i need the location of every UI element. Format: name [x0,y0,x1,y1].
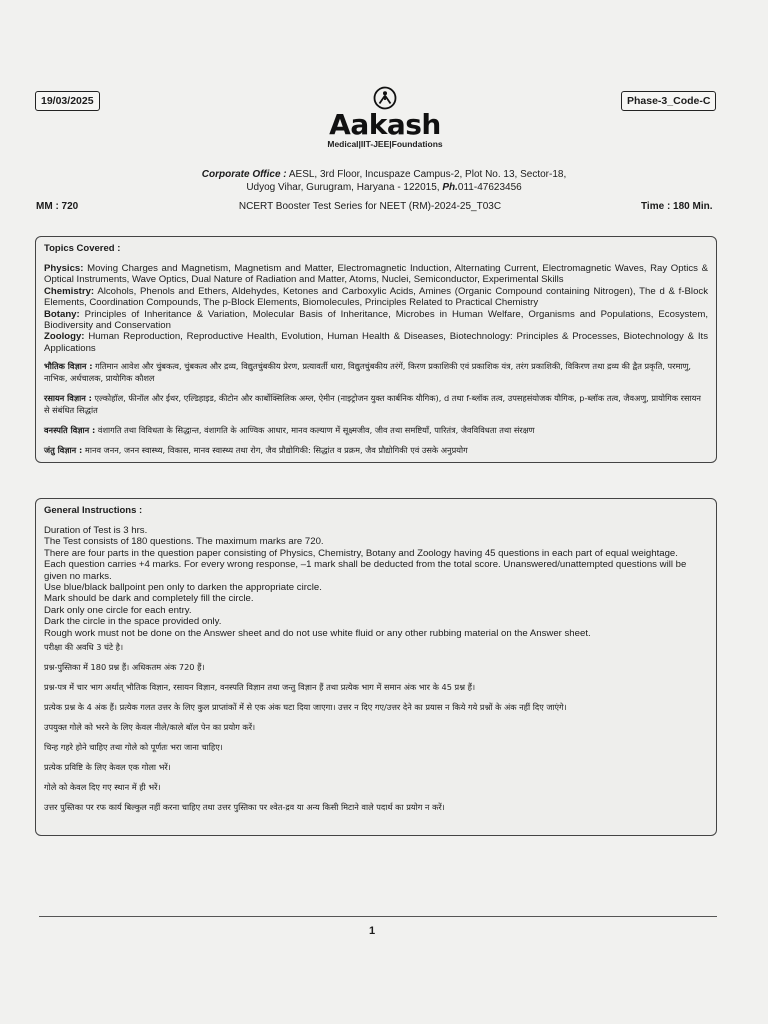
hindi-physics-topics: गतिमान आवेश और चुंबकत्व, चुंबकत्व और द्रव्य, विद्युतचुंबकीय प्रेरण, प्रत्यावर्ती धारा, विद्युतचुंबकीय तरंगें, किरण प्रकाशिकी एवं प्रकाशिक यंत्र, तरंग प्रकाशिकी, विकिरण तथा द्रव्य की द्वैत प्रकृति, परमाणु, नाभिक, अर्धचालक, प्रायोगिक कौशल [44,361,691,384]
hindi-instruction-line: चिन्ह गहरे होने चाहिए तथा गोले को पूर्णतः भरा जाना चाहिए। [44,742,223,753]
hindi-instruction-line: प्रश्न-पुस्तिका में 180 प्रश्न हैं। अधिकतम अंक 720 हैं। [44,662,205,673]
general-instructions-box [35,498,717,836]
aakash-emblem-icon [373,86,397,110]
hindi-zoology-topics: मानव जनन, जनन स्वास्थ्य, विकास, मानव स्वास्थ्य तथा रोग, जैव प्रौद्योगिकी: सिद्धांत व प्रक्रम, जैव प्रौद्योगिकी एवं उसके अनुप्रयोग [84,445,468,456]
instruction-line: Use blue/black ballpoint pen only to darken the appropriate circle. [44,582,322,594]
phone-label: Ph. [442,182,458,193]
hindi-instruction-line: उत्तर पुस्तिका पर रफ कार्य बिल्कुल नहीं करना चाहिए तथा उत्तर पुस्तिका पर श्वेत-द्रव या अन्य किसी मिटाने वाले पदार्थ का प्रयोग न करें। [44,802,445,813]
phone-number: 011-47623456 [457,182,522,193]
instruction-line: There are four parts in the question paper consisting of Physics, Chemistry, Botany and Zoology having 45 questions in each part of equal weightage. [44,547,678,559]
hindi-botany-topics: वंशागति तथा विविधता के सिद्धान्त, वंशागति के आण्विक आधार, मानव कल्याण में सूक्ष्मजीव, जीव तथा समष्टियाँ, पारितंत्र, जैवविविधता तथा संरक्षण [97,425,535,436]
hindi-zoology-label: जंतु विज्ञान : [44,445,83,456]
hindi-instruction-line: गोले को केवल दिए गए स्थान में ही भरें। [44,782,161,793]
topics-physics [44,263,708,286]
corporate-address-line2: Udyog Vihar, Gurugram, Haryana - 122015, [246,182,440,193]
topics-hindi-chemistry [44,392,708,416]
instructions-title: General Instructions : [44,505,143,516]
botany-topics: Principles of Inheritance & Variation, Molecular Basis of Inheritance, Microbes in Human Welfare, Organisms and Populations, Ecosystem, Biodiversity and Conservation [44,308,708,332]
footer-divider [39,916,717,917]
instruction-line: The Test consists of 180 questions. The maximum marks are 720. [44,536,324,548]
physics-label: Physics: [44,263,84,274]
instruction-line: Rough work must not be done on the Answer sheet and do not use white fluid or any other rubbing material on the Answer sheet. [44,627,591,639]
hindi-instruction-line: परीक्षा की अवधि 3 घंटे है। [44,642,124,653]
hindi-botany-label: वनस्पति विज्ञान : [44,425,96,436]
botany-label: Botany: [44,308,80,320]
max-marks: MM : 720 [36,201,79,212]
corporate-office-label: Corporate Office : [201,169,287,180]
test-duration: Time : 180 Min. [641,201,713,212]
paper-code-label: Phase-3_Code-C [621,91,716,111]
brand-tagline: Medical|IIT-JEE|Foundations [327,139,443,149]
corporate-office-address [110,168,658,194]
chemistry-label: Chemistry: [44,285,95,297]
zoology-topics: Human Reproduction, Reproductive Health, Evolution, Human Health & Diseases, Biotechnology: Principles & Processes, Biotechnology & Its Applications [44,331,708,354]
hindi-instruction-line: प्रत्येक प्रविष्टि के लिए केवल एक गोला भरें। [44,762,171,773]
hindi-chemistry-label: रसायन विज्ञान : [44,393,92,404]
instruction-line: Dark the circle in the space provided only. [44,616,222,628]
hindi-instruction-line: प्रश्न-पत्र में चार भाग अर्थात् भौतिक विज्ञान, रसायन विज्ञान, वनस्पति विज्ञान तथा जन्तु विज्ञान हैं तथा प्रत्येक भाग में समान अंक भार के 45 प्रश्न हैं। [44,682,476,693]
page-number: 1 [369,925,376,937]
instruction-line: Dark only one circle for each entry. [44,604,192,616]
topics-botany [44,309,708,332]
topics-hindi-botany [44,424,708,436]
brand-name: Aakash [329,108,441,141]
chemistry-topics: Alcohols, Phenols and Ethers, Aldehydes, Ketones and Carboxylic Acids, Amines (Organic Compound containing Nitrogen), The d & f-Block Elements, Coordination Compounds, The p-Block Elements, Biomolecules, Principles Related to Practical Chemistry [44,285,708,309]
instruction-line: Each question carries +4 marks. For every wrong response, –1 mark shall be deducted from the total score. Unanswered/unattempted questions will be given no marks. [44,559,687,582]
topics-chemistry [44,286,708,309]
instruction-line: Duration of Test is 3 hrs. [44,525,148,536]
date-label: 19/03/2025 [35,91,100,111]
topics-covered-box [35,236,717,463]
topics-hindi-physics [44,360,708,384]
physics-topics: Moving Charges and Magnetism, Magnetism and Matter, Electromagnetic Induction, Alternating Current, Electromagnetic Waves, Ray Optics & Optical Instruments, Wave Optics, Dual Nature of Radiation and Matter, Atoms, Nuclei, Semiconductor, Experimental Skills [44,263,708,286]
hindi-physics-label: भौतिक विज्ञान : [44,361,93,372]
zoology-label: Zoology: [44,331,85,343]
topics-hindi-zoology [44,444,708,456]
topics-zoology [44,331,708,354]
test-series-title: NCERT Booster Test Series for NEET (RM)-2024-25_T03C [238,201,502,212]
topics-title: Topics Covered : [44,243,121,254]
hindi-chemistry-topics: एल्कोहॉल, फीनॉल और ईथर, एल्डिहाइड, कीटोन और कार्बोक्सिलिक अम्ल, ऐमीन (नाइट्रोजन युक्त कार्बनिक यौगिक), d तथा f-ब्लॉक तत्व, उपसहसंयोजक यौगिक, p-ब्लॉक तत्व, जैवअणु, प्रायोगिक रसायन से संबंधित सिद्धांत [44,393,701,416]
corporate-address-line1: AESL, 3rd Floor, Incuspaze Campus-2, Plot No. 13, Sector-18, [288,169,567,180]
aakash-logo [300,86,470,149]
instruction-line: Mark should be dark and completely fill the circle. [44,593,254,605]
hindi-instruction-line: प्रत्येक प्रश्न के 4 अंक हैं। प्रत्येक गलत उत्तर के लिए कुल प्राप्तांकों में से एक अंक घटा दिया जाएगा। उत्तर न दिए गए/उत्तर देने का प्रयास न किये गये प्रश्नों के अंक नहीं दिए जाएंगे। [44,702,567,713]
hindi-instruction-line: उपयुक्त गोले को भरने के लिए केवल नीले/काले बॉल पेन का प्रयोग करें। [44,722,256,733]
